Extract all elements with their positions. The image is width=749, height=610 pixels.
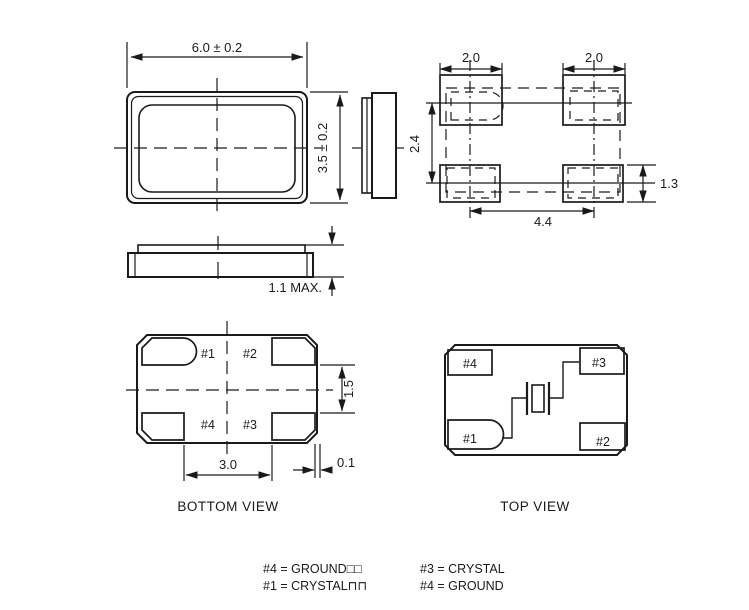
side-body [372, 93, 396, 198]
wire-pad1-to-crystal [502, 398, 526, 438]
dim-body-width: 6.0 ± 0.2 [191, 40, 243, 55]
bottom-view [126, 321, 356, 514]
bottom-pad-2-label: #2 [243, 347, 257, 361]
legend-right-line-2: #4 = GROUND [420, 579, 504, 593]
top-view [445, 345, 627, 514]
dim-pad-height: 1.3 [660, 176, 679, 191]
dim-pad-gap: 1.5 [341, 379, 356, 399]
dim-body-thickness: 1.1 MAX. [268, 280, 322, 295]
top-pad-1-label: #1 [463, 432, 477, 446]
top-view-title: TOP VIEW [500, 499, 570, 514]
bottom-pad-4-label: #4 [201, 418, 215, 432]
front-body [128, 253, 313, 277]
dim-edge-gap: 0.1 [337, 455, 356, 470]
bottom-pad-3-label: #3 [243, 418, 257, 432]
legend-left-line-1: #4 = GROUND□□ [263, 562, 362, 576]
top-pad-4-label: #4 [463, 357, 477, 371]
bottom-pad-2 [272, 338, 315, 365]
side-view [352, 93, 404, 198]
top-pad-3-label: #3 [592, 356, 606, 370]
legend-left-line-2: #1 = CRYSTAL⊓⊓ [263, 579, 368, 593]
bottom-pad-1-label: #1 [201, 347, 215, 361]
legend-right-line-1: #3 = CRYSTAL [420, 562, 505, 576]
bottom-pad-3 [272, 413, 315, 440]
dim-row-pitch: 2.4 [407, 134, 422, 154]
crystal-symbol [502, 362, 579, 438]
crystal-pad1-dashed [451, 92, 503, 120]
dim-pad-span: 3.0 [218, 457, 238, 472]
pad-function-legend [263, 562, 505, 593]
bottom-pad-4 [142, 413, 184, 440]
wire-crystal-to-pad3 [550, 362, 579, 398]
dim-pad-width-left: 2.0 [461, 50, 481, 65]
land-pattern-view [407, 50, 678, 229]
outline-view [114, 40, 348, 217]
bottom-view-title: BOTTOM VIEW [177, 499, 279, 514]
front-lid [138, 245, 305, 253]
bottom-pad-1 [142, 338, 197, 365]
front-view [128, 226, 344, 296]
dim-column-pitch: 4.4 [533, 214, 553, 229]
dim-body-height: 3.5 ± 0.2 [315, 122, 330, 174]
dim-pad-width-right: 2.0 [584, 50, 604, 65]
top-pad-2-label: #2 [596, 435, 610, 449]
land-pad-top-left [440, 75, 502, 125]
